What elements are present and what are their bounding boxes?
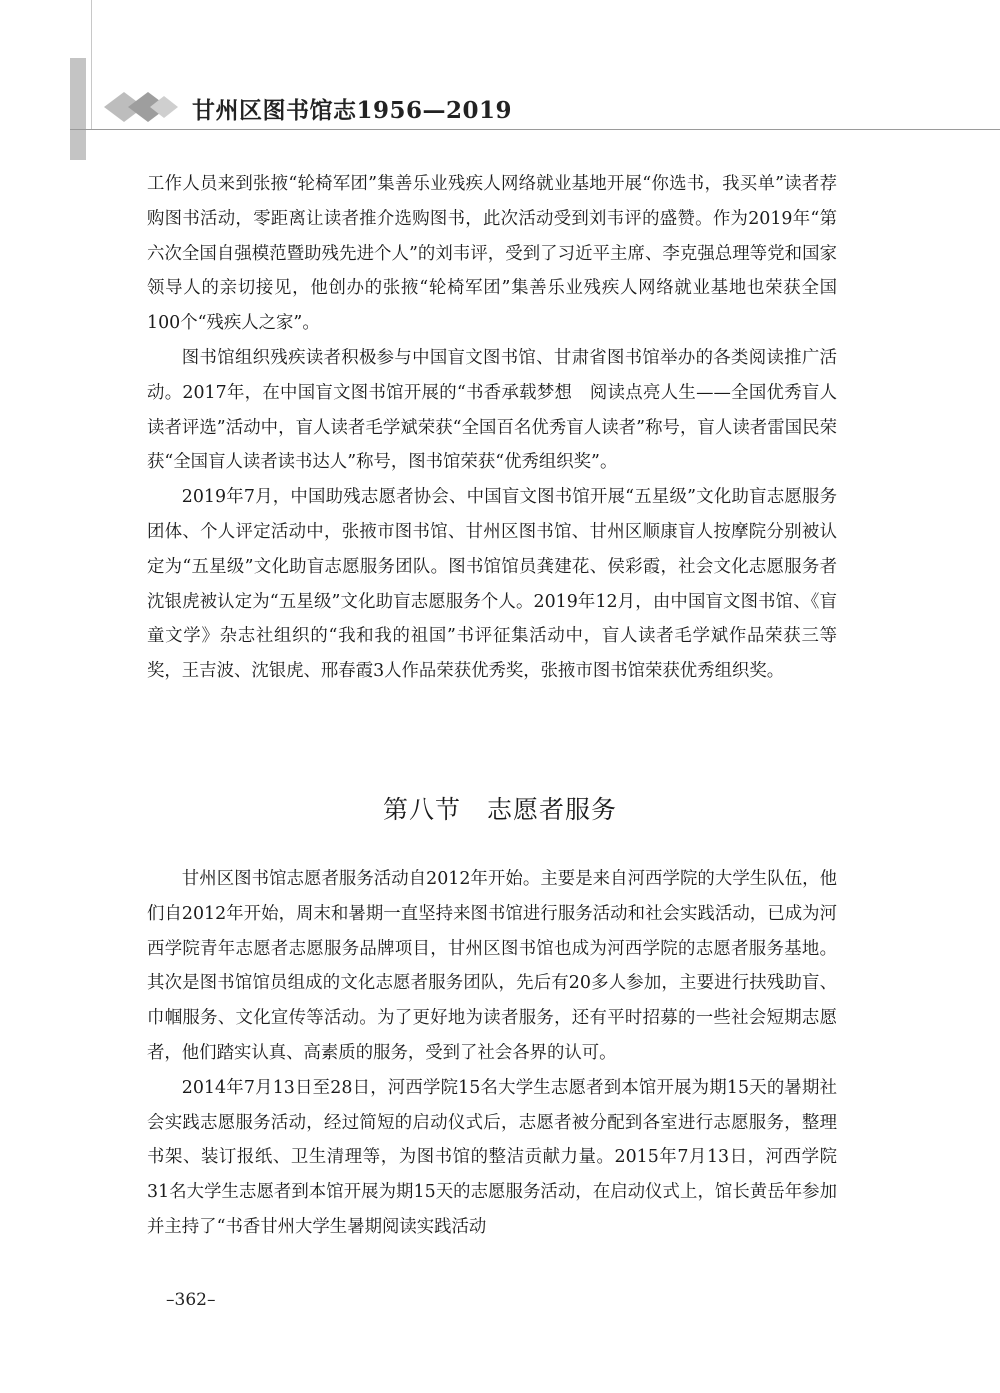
- header-rule: [70, 129, 1000, 130]
- paragraph: 2014年7月13日至28日，河西学院15名大学生志愿者到本馆开展为期15天的暑期社会实践志愿服务活动，经过简短的启动仪式后，志愿者被分配到各室进行志愿服务，整理书架、装订报纸、卫生清理等，为图书馆的整洁贡献力量。2015年7月13日，河西学院31名大学生志愿者到本馆开展为期15天的志愿服务活动，在启动仪式上，馆长黄岳年参加并主持了“书香甘州大学生暑期阅读实践活动: [147, 1077, 837, 1237]
- section-heading: 第八节 志愿者服务: [382, 795, 617, 824]
- paragraph: 甘州区图书馆志愿者服务活动自2012年开始。主要是来自河西学院的大学生队伍，他们自2012年开始，周末和暑期一直坚持来图书馆进行服务活动和社会实践活动，已成为河西学院青年志愿者志愿服务品牌项目，甘州区图书馆也成为河西学院的志愿者服务基地。其次是图书馆馆员组成的文化志愿者服务团队，先后有20多人参加，主要进行扶残助盲、巾帼服务、文化宣传等活动。为了更好地为读者服务，还有平时招募的一些社会短期志愿者，他们踏实认真、高素质的服务，受到了社会各界的认可。: [147, 869, 837, 1063]
- paragraph: 工作人员来到张掖“轮椅军团”集善乐业残疾人网络就业基地开展“你选书，我买单”读者荐购图书活动，零距离让读者推介选购图书，此次活动受到刘韦评的盛赞。作为2019年“第六次全国自强模范暨助残先进个人”的刘韦评，受到了习近平主席、李克强总理等党和国家领导人的亲切接见，他创办的张掖“轮椅军团”集善乐业残疾人网络就业基地也荣获全国100个“残疾人之家”。: [147, 174, 837, 334]
- body-text-upper: [147, 167, 837, 689]
- running-header-title: 甘州区图书馆志1956—2019: [192, 97, 513, 124]
- page-number: –362–: [166, 1290, 216, 1310]
- header-diamond-ornament: [104, 90, 184, 124]
- paragraph: 图书馆组织残疾读者积极参与中国盲文图书馆、甘肃省图书馆举办的各类阅读推广活动。2017年，在中国盲文图书馆开展的“书香承载梦想 阅读点亮人生——全国优秀盲人读者评选”活动中，盲人读者毛学斌荣获“全国百名优秀盲人读者”称号，盲人读者雷国民荣获“全国盲人读者读书达人”称号，图书馆荣获“优秀组织奖”。: [147, 347, 837, 473]
- paragraph: 2019年7月，中国助残志愿者协会、中国盲文图书馆开展“五星级”文化助盲志愿服务团体、个人评定活动中，张掖市图书馆、甘州区图书馆、甘州区顺康盲人按摩院分别被认定为“五星级”文化助盲志愿服务团队。图书馆馆员龚建花、侯彩霞，社会文化志愿服务者沈银虎被认定为“五星级”文化助盲志愿服务个人。2019年12月，由中国盲文图书馆、《盲童文学》杂志社组织的“我和我的祖国”书评征集活动中，盲人读者毛学斌作品荣获三等奖，王吉波、沈银虎、邢春霞3人作品荣获优秀奖，张掖市图书馆荣获优秀组织奖。: [147, 487, 837, 682]
- body-text-lower: [147, 862, 837, 1245]
- header-side-bar: [70, 58, 86, 160]
- header-vertical-line: [91, 0, 92, 130]
